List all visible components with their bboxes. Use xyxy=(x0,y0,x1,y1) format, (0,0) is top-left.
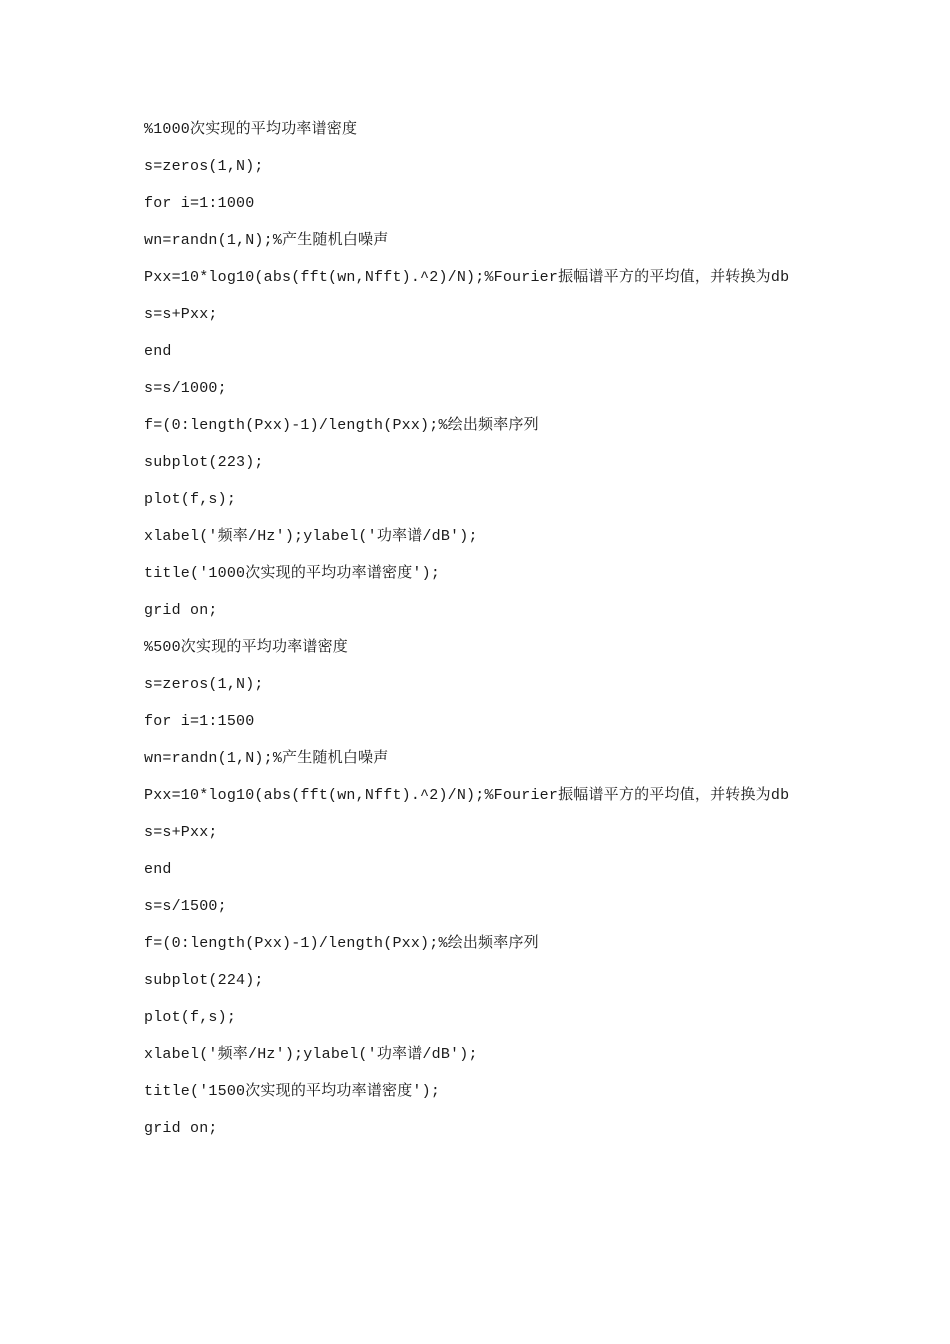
code-line: s=zeros(1,N); xyxy=(144,676,264,693)
code-line: xlabel('频率/Hz');ylabel('功率谱/dB'); xyxy=(144,528,478,545)
code-line: s=s/1500; xyxy=(144,898,227,915)
code-line: Pxx=10*log10(abs(fft(wn,Nfft).^2)/N);%Fourier振幅谱平方的平均值，并转换为db xyxy=(144,787,790,804)
code-line: s=zeros(1,N); xyxy=(144,158,264,175)
code-line: f=(0:length(Pxx)-1)/length(Pxx);%绘出频率序列 xyxy=(144,417,539,434)
code-line: Pxx=10*log10(abs(fft(wn,Nfft).^2)/N);%Fourier振幅谱平方的平均值，并转换为db xyxy=(144,269,790,286)
code-line: f=(0:length(Pxx)-1)/length(Pxx);%绘出频率序列 xyxy=(144,935,539,952)
code-line: end xyxy=(144,861,172,878)
code-line: plot(f,s); xyxy=(144,491,237,508)
code-line: wn=randn(1,N);%产生随机白噪声 xyxy=(144,232,389,249)
code-line: grid on; xyxy=(144,1120,218,1137)
code-line: s=s+Pxx; xyxy=(144,306,218,323)
comment-line: %1000次实现的平均功率谱密度 xyxy=(144,121,358,138)
code-line: subplot(223); xyxy=(144,454,264,471)
code-line: title('1500次实现的平均功率谱密度'); xyxy=(144,1083,441,1100)
code-line: plot(f,s); xyxy=(144,1009,237,1026)
code-line: for i=1:1500 xyxy=(144,713,255,730)
code-line: wn=randn(1,N);%产生随机白噪声 xyxy=(144,750,389,767)
code-line: end xyxy=(144,343,172,360)
code-line: s=s+Pxx; xyxy=(144,824,218,841)
code-listing xyxy=(144,118,814,1154)
code-line: s=s/1000; xyxy=(144,380,227,397)
code-line: title('1000次实现的平均功率谱密度'); xyxy=(144,565,441,582)
code-line: grid on; xyxy=(144,602,218,619)
code-line: subplot(224); xyxy=(144,972,264,989)
comment-line: %500次实现的平均功率谱密度 xyxy=(144,639,349,656)
code-line: for i=1:1000 xyxy=(144,195,255,212)
code-line: xlabel('频率/Hz');ylabel('功率谱/dB'); xyxy=(144,1046,478,1063)
